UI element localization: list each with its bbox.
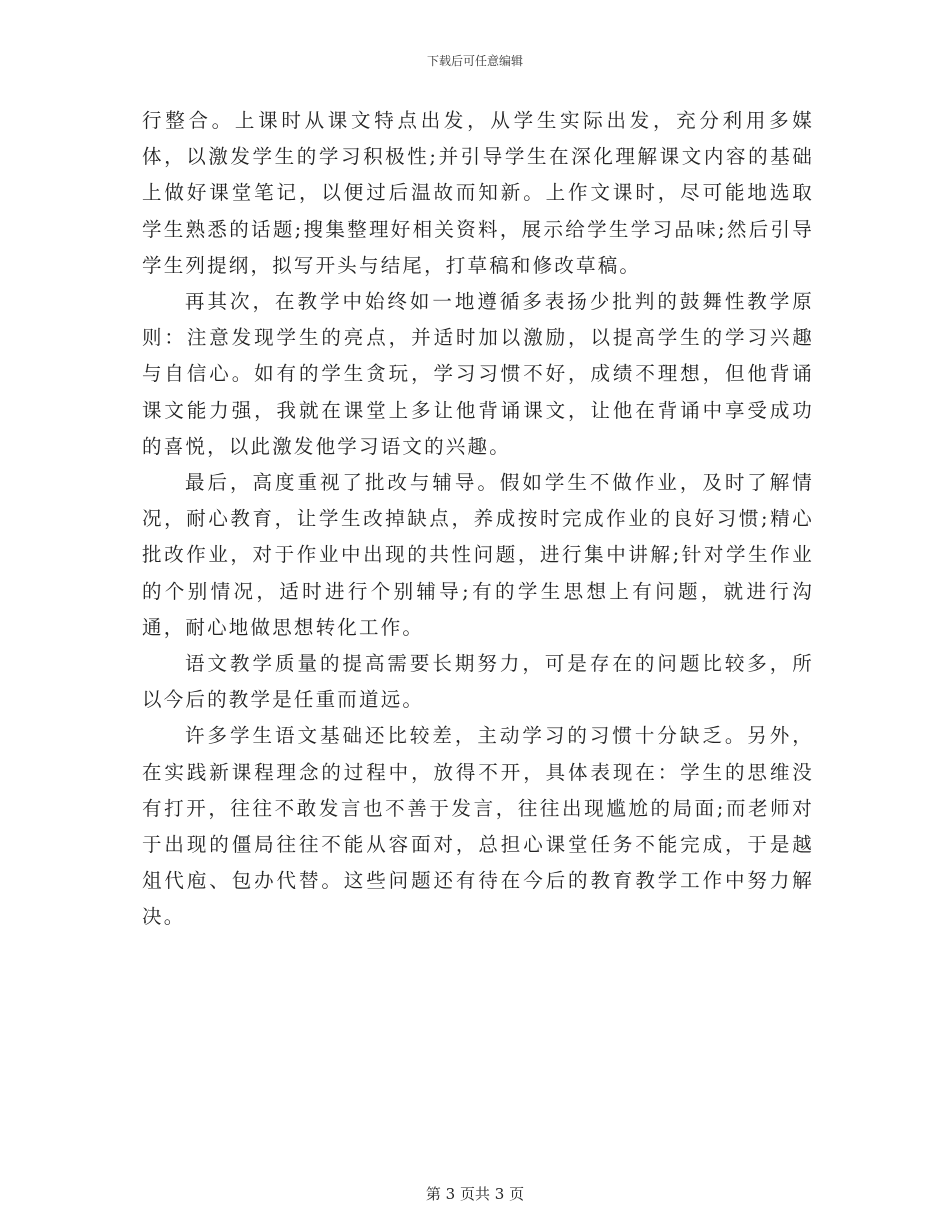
- page-footer: 第 3 页共 3 页: [425, 1185, 525, 1203]
- paragraph-3: 最后，高度重视了批改与辅导。假如学生不做作业，及时了解情况，耐心教育，让学生改掉缺点，养成按时完成作业的良好习惯;精心批改作业，对于作业中出现的共性问题，进行集中讲解;针对学生作业的个别情况，适时进行个别辅导;有的学生思想上有问题，就进行沟通，耐心地做思想转化工作。: [142, 471, 814, 639]
- paragraph-1: 行整合。上课时从课文特点出发，从学生实际出发，充分利用多媒体，以激发学生的学习积极性;并引导学生在深化理解课文内容的基础上做好课堂笔记，以便过后温故而知新。上作文课时，尽可能地选取学生熟悉的话题;搜集整理好相关资料，展示给学生学习品味;然后引导学生列提纲，拟写开头与结尾，打草稿和修改草稿。: [142, 109, 814, 277]
- paragraph-4: 语文教学质量的提高需要长期努力，可是存在的问题比较多，所以今后的教学是任重而道远。: [142, 652, 814, 712]
- page-header: 下载后可任意编辑: [426, 54, 523, 68]
- paragraph-2: 再其次，在教学中始终如一地遵循多表扬少批判的鼓舞性教学原则：注意发现学生的亮点，并适时加以激励，以提高学生的学习兴趣与自信心。如有的学生贪玩，学习习惯不好，成绩不理想，但他背诵课文能力强，我就在课堂上多让他背诵课文，让他在背诵中享受成功的喜悦，以此激发他学习语文的兴趣。: [142, 290, 814, 458]
- document-body: [142, 103, 814, 936]
- paragraph-5: 许多学生语文基础还比较差，主动学习的习惯十分缺乏。另外，在实践新课程理念的过程中，放得不开，具体表现在：学生的思维没有打开，往往不敢发言也不善于发言，往往出现尴尬的局面;而老师对于出现的僵局往往不能从容面对，总担心课堂任务不能完成，于是越俎代庖、包办代替。这些问题还有待在今后的教育教学工作中努力解决。: [142, 724, 814, 929]
